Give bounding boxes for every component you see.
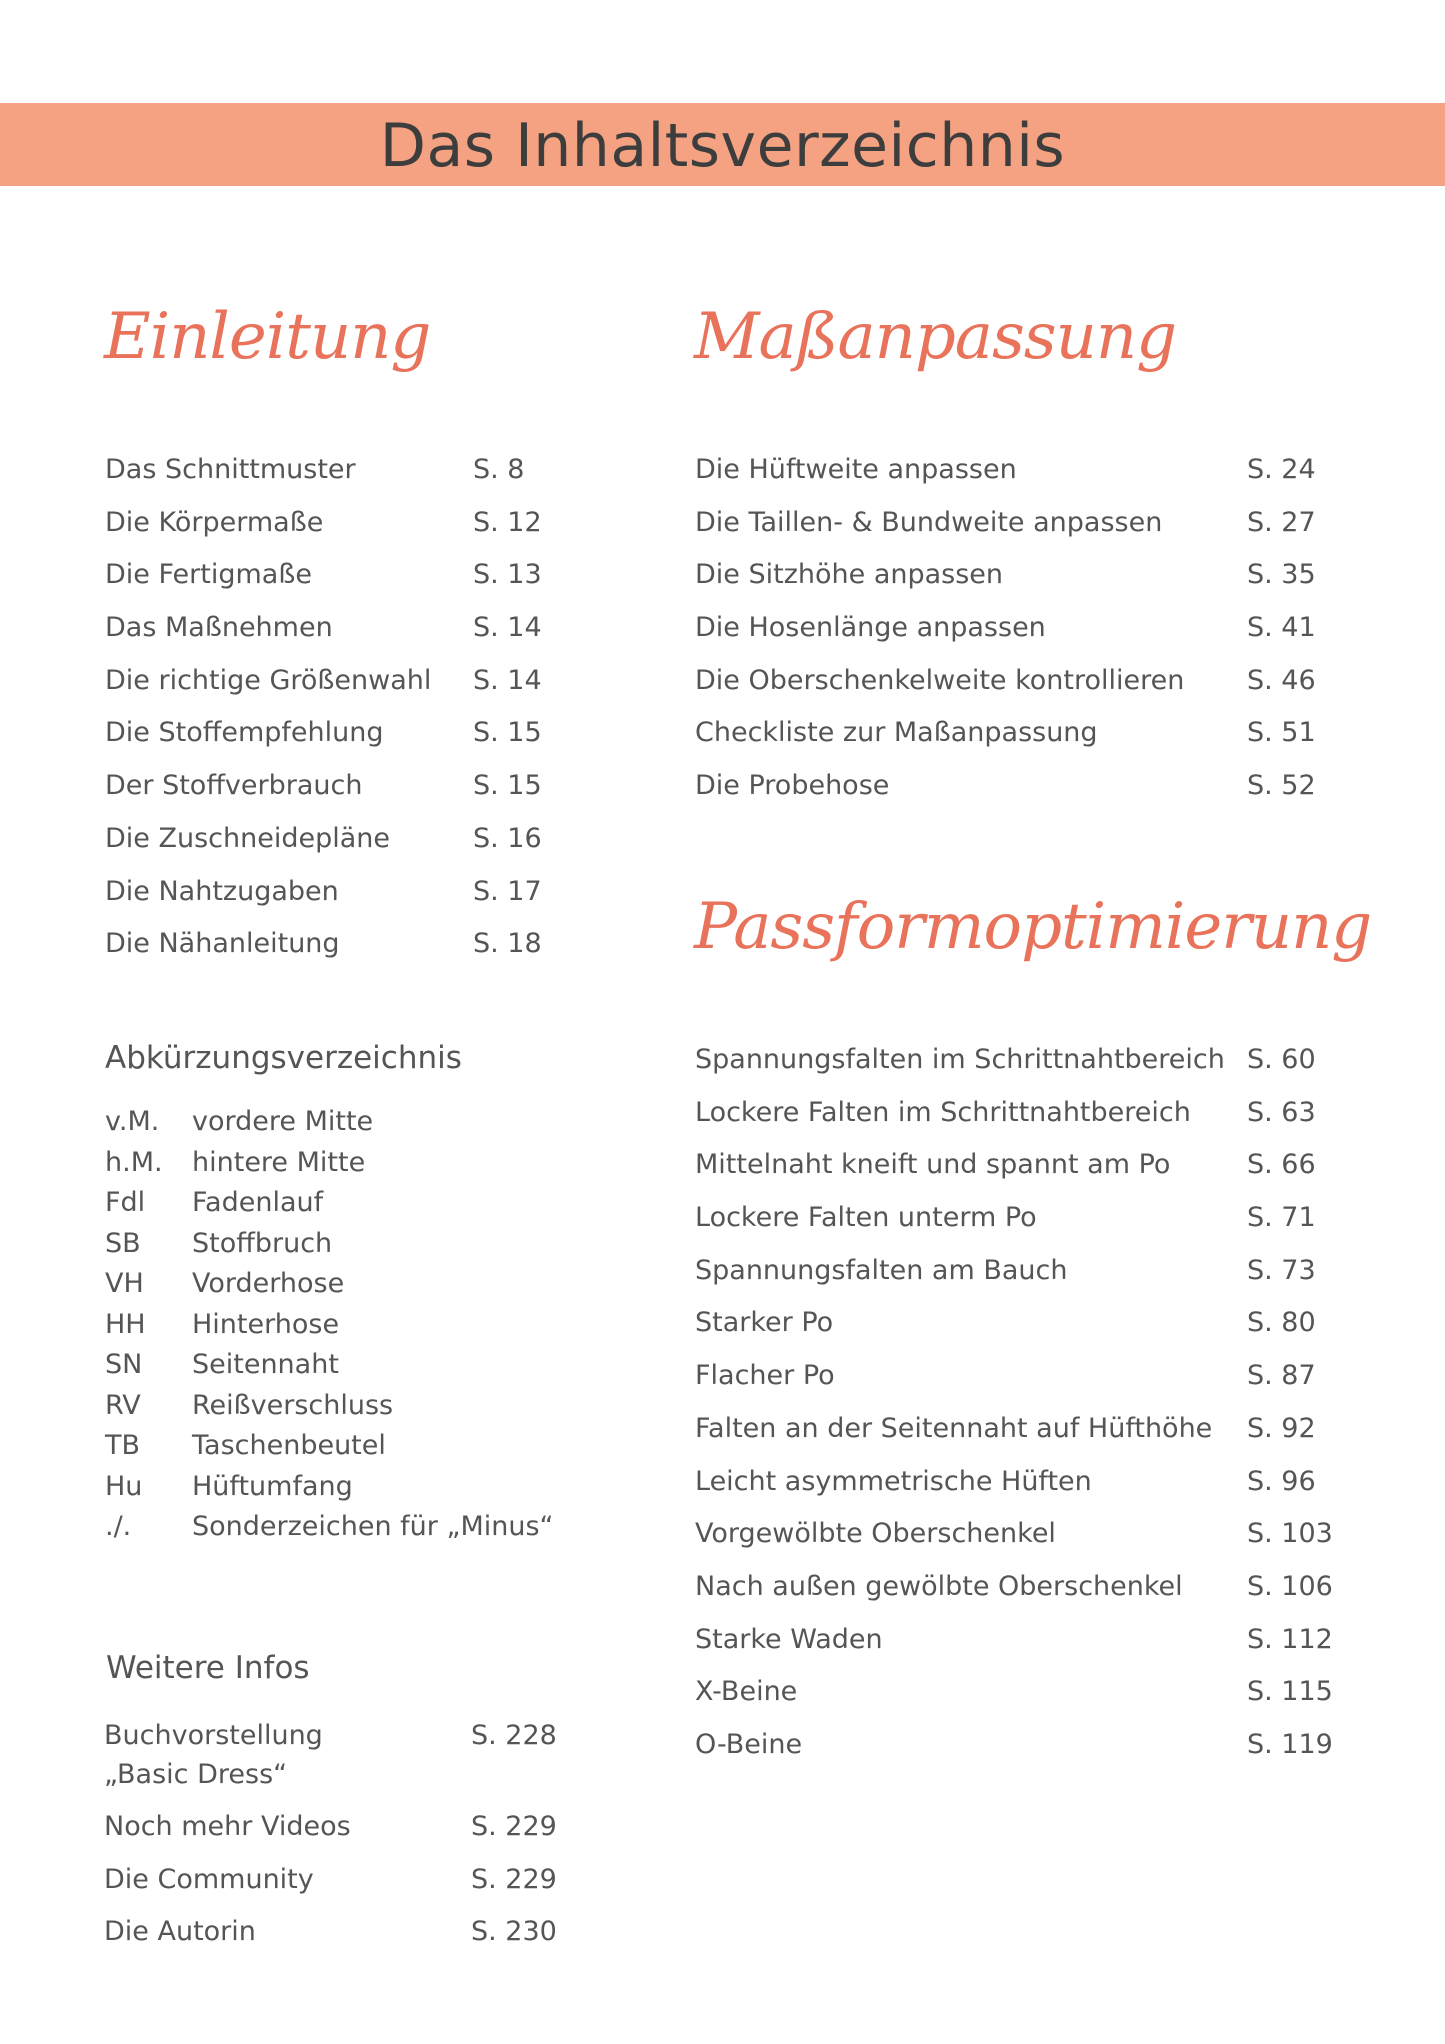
abbreviation: h.M. xyxy=(105,1146,163,1178)
toc-entry-title: Die Stoffempfehlung xyxy=(105,717,384,749)
toc-entry[interactable] xyxy=(695,497,1335,550)
toc-entry-title: Lockere Falten im Schrittnahtbereich xyxy=(695,1096,1191,1128)
toc-entry-title: Nach außen gewölbte Oberschenkel xyxy=(695,1570,1183,1602)
toc-entry[interactable] xyxy=(105,444,545,497)
toc-entry-title: Die richtige Größenwahl xyxy=(105,664,432,696)
abbreviation-list xyxy=(105,1102,575,1548)
abbreviation: Fdl xyxy=(105,1187,146,1218)
toc-entry-page: S. 35 xyxy=(1247,559,1316,591)
info-entry[interactable] xyxy=(104,1860,574,1900)
toc-entry-title: Das Schnittmuster xyxy=(105,454,356,485)
info-entry-title xyxy=(104,1807,351,1846)
abbreviation-meaning: Sonderzeichen für „Minus“ xyxy=(192,1511,554,1542)
toc-entry-page: S. 27 xyxy=(1247,506,1316,538)
toc-entry-title: Die Körpermaße xyxy=(105,506,324,538)
abbreviation-meaning: Hinterhose xyxy=(192,1308,340,1340)
toc-entry-title: Die Oberschenkelweite kontrollieren xyxy=(695,664,1185,696)
toc-entry-title: Falten an der Seitennaht auf Hüfthöhe xyxy=(695,1412,1213,1444)
abbreviation: RV xyxy=(105,1389,141,1421)
toc-entry-page: S. 51 xyxy=(1247,717,1316,749)
info-entry-title xyxy=(104,1912,256,1951)
abbreviation-row xyxy=(105,1102,575,1143)
toc-entry-page: S. 14 xyxy=(473,612,542,644)
abbreviation-meaning: Reißverschluss xyxy=(192,1389,394,1421)
toc-entry[interactable] xyxy=(105,655,545,708)
info-entry-page: S. 230 xyxy=(471,1916,557,1947)
toc-entry[interactable] xyxy=(105,760,545,813)
toc-entry-title: Checkliste zur Maßanpassung xyxy=(695,717,1098,749)
toc-entry-page: S. 103 xyxy=(1247,1518,1333,1550)
section-heading-weitere-infos: Weitere Infos xyxy=(106,1650,310,1686)
toc-entry-page: S. 92 xyxy=(1247,1412,1316,1444)
abbreviation: TB xyxy=(105,1430,141,1461)
toc-entry-title: Vorgewölbte Oberschenkel xyxy=(695,1518,1056,1550)
abbreviation-meaning: Taschenbeutel xyxy=(192,1430,386,1461)
toc-entry-page: S. 112 xyxy=(1247,1623,1333,1655)
toc-entry-page: S. 66 xyxy=(1247,1149,1316,1181)
info-entry-page: S. 229 xyxy=(471,1864,557,1895)
toc-entry-page: S. 63 xyxy=(1247,1096,1316,1128)
abbreviation-row xyxy=(105,1143,575,1184)
page-title: Das Inhaltsverzeichnis xyxy=(379,111,1066,181)
toc-entry-page: S. 52 xyxy=(1247,770,1316,802)
abbreviation: HH xyxy=(105,1308,146,1340)
toc-entry[interactable] xyxy=(695,549,1335,602)
toc-entry-page: S. 73 xyxy=(1247,1254,1316,1286)
toc-entry[interactable] xyxy=(695,760,1335,813)
toc-entry-page: S. 60 xyxy=(1247,1044,1316,1075)
info-entry-title xyxy=(104,1716,323,1794)
toc-entry[interactable] xyxy=(105,549,545,602)
abbreviation: ./. xyxy=(105,1511,132,1542)
toc-entry[interactable] xyxy=(695,655,1335,708)
abbreviation: Hu xyxy=(105,1470,143,1502)
info-entry-title-line: Die Community xyxy=(104,1864,314,1895)
toc-entry[interactable] xyxy=(695,1403,1335,1456)
toc-entry-title: Das Maßnehmen xyxy=(105,612,333,644)
toc-entry-page: S. 8 xyxy=(473,454,525,485)
section-heading-passformoptimierung: Passformoptimierung xyxy=(694,890,1372,964)
toc-entry[interactable] xyxy=(695,1034,1335,1087)
toc-entry[interactable] xyxy=(105,918,545,971)
toc-entry-page: S. 12 xyxy=(473,506,542,538)
toc-entry-title: Die Nahtzugaben xyxy=(105,875,339,907)
toc-entry[interactable] xyxy=(695,1087,1335,1140)
toc-entry-title: Starke Waden xyxy=(695,1623,883,1655)
toc-list-passformoptimierung xyxy=(695,1034,1335,1772)
toc-entry-title: Die Hüftweite anpassen xyxy=(695,454,1017,485)
toc-list-massanpassung xyxy=(695,444,1335,813)
toc-entry-page: S. 119 xyxy=(1247,1728,1333,1760)
toc-entry-page: S. 18 xyxy=(473,928,542,960)
section-heading-abkuerzungen: Abkürzungsverzeichnis xyxy=(105,1040,462,1076)
abbreviation-row xyxy=(105,1345,575,1386)
toc-entry[interactable] xyxy=(695,1614,1335,1667)
toc-entry-page: S. 87 xyxy=(1247,1360,1316,1392)
abbreviation-row xyxy=(105,1507,575,1548)
toc-entry[interactable] xyxy=(105,602,545,655)
abbreviation-meaning: Seitennaht xyxy=(192,1349,339,1380)
toc-list-einleitung xyxy=(105,444,545,971)
toc-entry-title: Mittelnaht kneift und spannt am Po xyxy=(695,1149,1171,1181)
info-entry-title-line: Buchvorstellung xyxy=(104,1720,323,1751)
info-entry[interactable] xyxy=(104,1807,574,1847)
toc-entry[interactable] xyxy=(695,1297,1335,1350)
section-heading-massanpassung: Maßanpassung xyxy=(694,300,1177,374)
toc-entry-title: Starker Po xyxy=(695,1307,834,1339)
toc-entry-title: Die Fertigmaße xyxy=(105,559,312,591)
toc-entry-page: S. 41 xyxy=(1247,612,1316,644)
abbreviation-row xyxy=(105,1264,575,1305)
toc-entry-title: Leicht asymmetrische Hüften xyxy=(695,1465,1092,1497)
info-entry[interactable] xyxy=(104,1716,574,1796)
abbreviation-meaning: Stoffbruch xyxy=(192,1227,333,1259)
abbreviation-meaning: Vorderhose xyxy=(192,1268,345,1299)
toc-entry[interactable] xyxy=(695,1456,1335,1509)
toc-entry[interactable] xyxy=(105,866,545,919)
toc-entry-title: Spannungsfalten im Schrittnahtbereich xyxy=(695,1044,1225,1075)
toc-entry-page: S. 17 xyxy=(473,875,542,907)
toc-entry-page: S. 24 xyxy=(1247,454,1316,485)
toc-entry-title: Die Sitzhöhe anpassen xyxy=(695,559,1004,591)
abbreviation-row xyxy=(105,1183,575,1224)
toc-entry-title: X-Beine xyxy=(695,1676,798,1708)
toc-entry[interactable] xyxy=(695,1666,1335,1719)
toc-entry[interactable] xyxy=(695,1350,1335,1403)
abbreviation-meaning: Fadenlauf xyxy=(192,1187,324,1218)
info-entry-title-line: „Basic Dress“ xyxy=(104,1759,288,1790)
abbreviation-meaning: hintere Mitte xyxy=(192,1146,366,1178)
toc-entry[interactable] xyxy=(695,444,1335,497)
toc-entry-page: S. 96 xyxy=(1247,1465,1316,1497)
toc-entry-title: O-Beine xyxy=(695,1728,803,1760)
abbreviation-row xyxy=(105,1467,575,1508)
toc-entry-page: S. 14 xyxy=(473,664,542,696)
toc-entry[interactable] xyxy=(105,707,545,760)
abbreviation-meaning: vordere Mitte xyxy=(192,1106,374,1137)
toc-entry[interactable] xyxy=(105,497,545,550)
info-entry-title-line: Noch mehr Videos xyxy=(104,1811,351,1842)
abbreviation-row xyxy=(105,1426,575,1467)
info-entry[interactable] xyxy=(104,1912,574,1952)
toc-entry-title: Die Zuschneidepläne xyxy=(105,822,391,854)
toc-entry[interactable] xyxy=(695,602,1335,655)
toc-entry[interactable] xyxy=(695,1192,1335,1245)
toc-entry[interactable] xyxy=(695,1561,1335,1614)
abbreviation-row xyxy=(105,1386,575,1427)
info-entry-title xyxy=(104,1860,314,1899)
toc-entry-page: S. 115 xyxy=(1247,1676,1333,1708)
info-entry-page: S. 228 xyxy=(471,1720,557,1751)
toc-entry-title: Flacher Po xyxy=(695,1360,835,1392)
toc-entry-title: Die Taillen- & Bundweite anpassen xyxy=(695,506,1163,538)
toc-entry[interactable] xyxy=(695,1508,1335,1561)
section-heading-einleitung: Einleitung xyxy=(104,300,431,374)
abbreviation-row xyxy=(105,1224,575,1265)
toc-entry-page: S. 15 xyxy=(473,770,542,802)
toc-entry-page: S. 15 xyxy=(473,717,542,749)
header-banner xyxy=(0,103,1445,186)
info-entry-title-line: Die Autorin xyxy=(104,1916,256,1947)
toc-entry-page: S. 106 xyxy=(1247,1570,1333,1602)
toc-entry[interactable] xyxy=(695,707,1335,760)
toc-entry-title: Spannungsfalten am Bauch xyxy=(695,1254,1068,1286)
toc-entry[interactable] xyxy=(695,1719,1335,1772)
abbreviation: SN xyxy=(105,1349,143,1380)
toc-entry[interactable] xyxy=(695,1245,1335,1298)
toc-entry-title: Lockere Falten unterm Po xyxy=(695,1202,1037,1234)
abbreviation: v.M. xyxy=(105,1106,160,1137)
abbreviation-row xyxy=(105,1305,575,1346)
abbreviation-meaning: Hüftumfang xyxy=(192,1470,353,1502)
toc-entry-title: Die Hosenlänge anpassen xyxy=(695,612,1046,644)
abbreviation: VH xyxy=(105,1268,144,1299)
info-entry-page: S. 229 xyxy=(471,1811,557,1842)
toc-entry-title: Die Nähanleitung xyxy=(105,928,340,960)
toc-entry-title: Der Stoffverbrauch xyxy=(105,770,363,802)
toc-entry[interactable] xyxy=(105,813,545,866)
toc-entry[interactable] xyxy=(695,1139,1335,1192)
toc-entry-page: S. 46 xyxy=(1247,664,1316,696)
abbreviation: SB xyxy=(105,1227,141,1259)
toc-entry-page: S. 80 xyxy=(1247,1307,1316,1339)
toc-entry-page: S. 13 xyxy=(473,559,542,591)
toc-entry-title: Die Probehose xyxy=(695,770,890,802)
toc-entry-page: S. 16 xyxy=(473,822,542,854)
toc-entry-page: S. 71 xyxy=(1247,1202,1316,1234)
